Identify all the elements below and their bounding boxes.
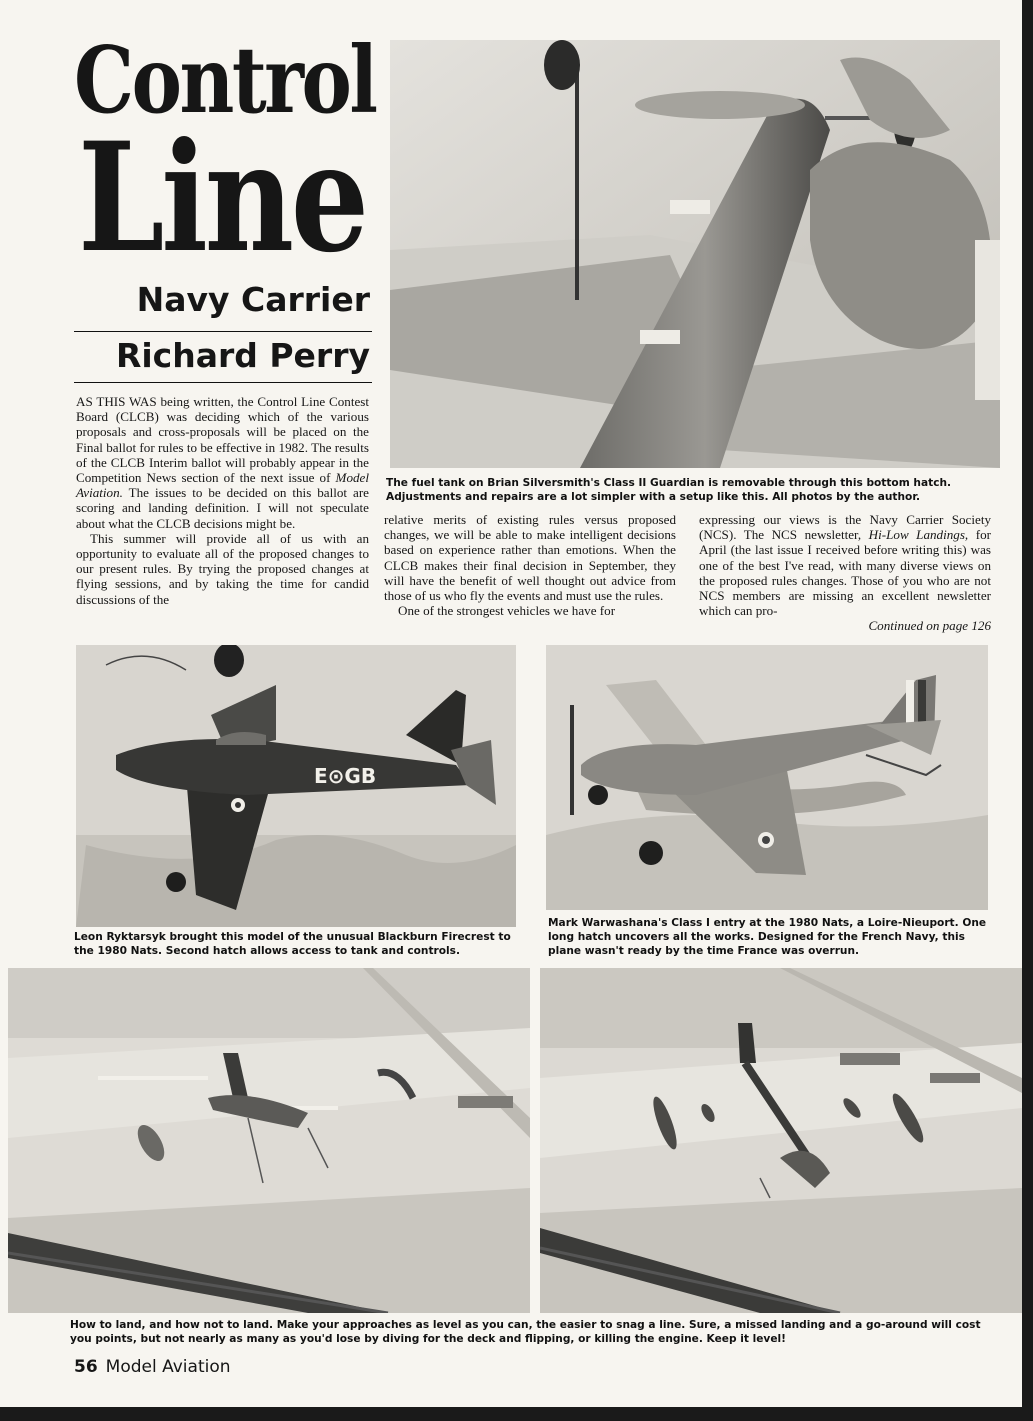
photo-loire-nieuport-image: [546, 645, 988, 910]
caption-guardian: The fuel tank on Brian Silversmith's Class II Guardian is removable through this bottom hatch. Adjustments and repairs are a lot simpler with a setup like this. All photos by the author.: [386, 477, 952, 503]
photo-landing-dive-image: [540, 968, 1022, 1313]
col2-para1: relative merits of existing rules versus proposed changes, we will be able to make intelligent decisions based on experience rather than emotions. When the CLCB makes their final decision in September, they will have the benefit of well thought out advice from those of us who fly the events and must use the rules.: [384, 512, 676, 604]
continued-on-page: Continued on page 126: [868, 618, 991, 634]
photo-landing-dive: [540, 968, 1022, 1313]
col3-para1-start: expressing our views is the Navy Carrier Society (NCS). The NCS newsletter,: [699, 512, 991, 543]
headline-word-line: Line: [78, 110, 366, 286]
photo-landing-level: [8, 968, 530, 1313]
caption-landing: How to land, and how not to land. Make your approaches as level as you can, the easier to snag a line. Sure, a missed landing and a go-around will cost you points, but not nearly as many as you'd lose by diving for the deck and flipping, or killing the engine. Keep it level!: [70, 1319, 981, 1345]
col2-para2: One of the strongest vehicles we have for: [398, 603, 616, 619]
newsletter-title-ref: Hi-Low Landings,: [868, 527, 969, 543]
col1-para2: This summer will provide all of us with an opportunity to evaluate all of the proposed changes to our present rules. By trying the proposed changes at flying sessions, and by taking the time for candid discussions of the: [76, 530, 369, 607]
page-folio: [74, 1355, 231, 1379]
photo-loire-nieuport: [546, 645, 988, 910]
page-number: 56: [74, 1357, 98, 1377]
firecrest-marking: E⊙GB: [314, 764, 377, 788]
magazine-name: Model Aviation: [105, 1357, 231, 1377]
article-column-2: [384, 512, 676, 638]
title-rule-bottom: [74, 382, 372, 383]
article-column-3: [699, 512, 991, 642]
photo-guardian-hatch-image: [390, 40, 1000, 468]
title-rule-top: [74, 331, 372, 332]
author-byline: Richard Perry: [115, 336, 370, 375]
caption-loire-nieuport: Mark Warwashana's Class I entry at the 1980 Nats, a Loire-Nieuport. One long hatch uncovers all the works. Designed for the French Navy, this plane wasn't ready by the time France was overrun.: [548, 917, 987, 957]
photo-blackburn-firecrest: [76, 645, 516, 927]
photo-firecrest-image: [76, 645, 516, 927]
col3-para1-end: for April (the last issue I received before writing this) was one of the best I've read, with many diverse views on the proposed rules changes. Those of you who are not NCS members are missing an excellent newsletter which can pro-: [699, 527, 991, 619]
col1-para1-end: The issues to be decided on this ballot are scoring and landing definition. I will not speculate about what the CLCB decisions might be.: [76, 485, 369, 531]
photo-guardian-hatch: [390, 40, 1000, 468]
photo-landing-level-image: [8, 968, 530, 1313]
article-column-1: [76, 394, 369, 638]
magazine-title-ref: Model Aviation.: [76, 470, 369, 501]
headline-word-control: Control: [74, 26, 376, 134]
headline-subtitle: Navy Carrier: [136, 280, 370, 319]
caption-firecrest: Leon Ryktarsyk brought this model of the unusual Blackburn Firecrest to the 1980 Nats. Second hatch allows access to tank and controls.: [74, 931, 511, 957]
col1-para1-start: AS THIS WAS being written, the Control Line Contest Board (CLCB) was deciding which of the various proposals and cross-proposals will be placed on the Final ballot for rules to be effective in 1982. The results of the CLCB Interim ballot will probably appear in the Competition News section of the next issue of: [76, 394, 369, 486]
